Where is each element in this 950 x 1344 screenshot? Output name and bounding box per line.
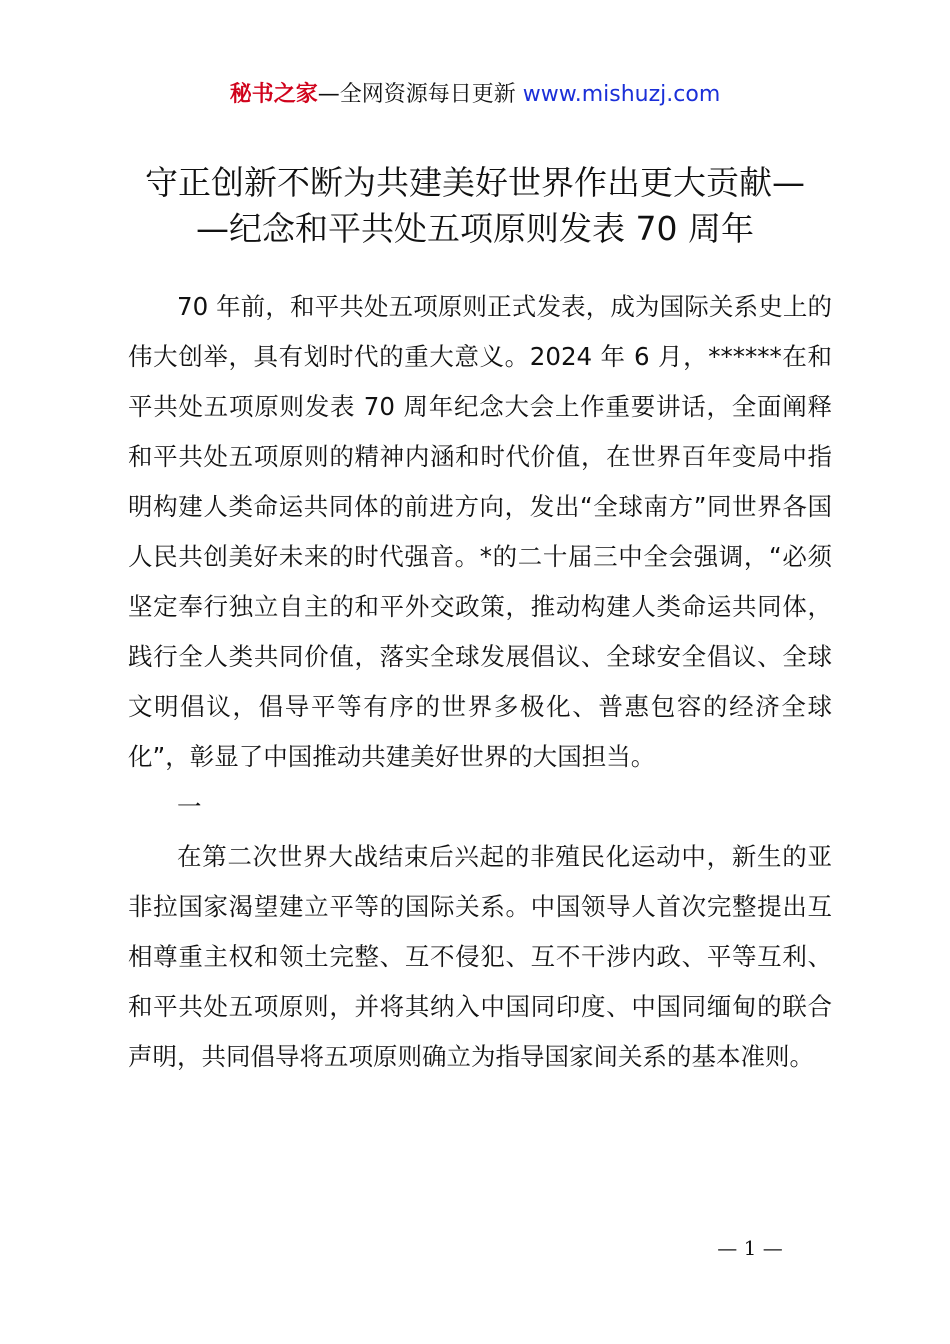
title-line-1: 守正创新不断为共建美好世界作出更大贡献— [145, 163, 805, 202]
site-header [0, 78, 950, 112]
document-body [128, 282, 832, 1082]
page-number: — 1 — [717, 1236, 783, 1260]
site-tagline: —全网资源每日更新 [317, 82, 516, 107]
body-paragraph: 在第二次世界大战结束后兴起的非殖民化运动中，新生的亚非拉国家渴望建立平等的国际关系。中国领导人首次完整提出互相尊重主权和领土完整、互不侵犯、互不干涉内政、平等互利、和平共处五项原则，并将其纳入中国同印度、中国同缅甸的联合声明，共同倡导将五项原则确立为指导国家间关系的基本准则。 [128, 842, 832, 1071]
site-url-link[interactable]: www.mishuzj.com [522, 82, 721, 107]
body-paragraph: 70 年前，和平共处五项原则正式发表，成为国际关系史上的伟大创举，具有划时代的重大意义。2024 年 6 月，******在和平共处五项原则发表 70 周年纪念大会上作重要讲话，全面阐释和平共处五项原则的精神内涵和时代价值，在世界百年变局中指明构建人类命运共同体的前进方向，发出“全球南方”同世界各国人民共创美好未来的时代强音。*的二十届三中全会强调，“必须坚定奉行独立自主的和平外交政策，推动构建人类命运共同体，践行全人类共同价值，落实全球发展倡议、全球安全倡议、全球文明倡议，倡导平等有序的世界多极化、普惠包容的经济全球化”，彰显了中国推动共建美好世界的大国担当。 [128, 292, 832, 771]
document-title [110, 160, 840, 252]
title-line-2: —纪念和平共处五项原则发表 70 周年 [196, 209, 754, 248]
section-heading: 一 [177, 792, 202, 821]
site-brand: 秘书之家 [229, 82, 318, 107]
